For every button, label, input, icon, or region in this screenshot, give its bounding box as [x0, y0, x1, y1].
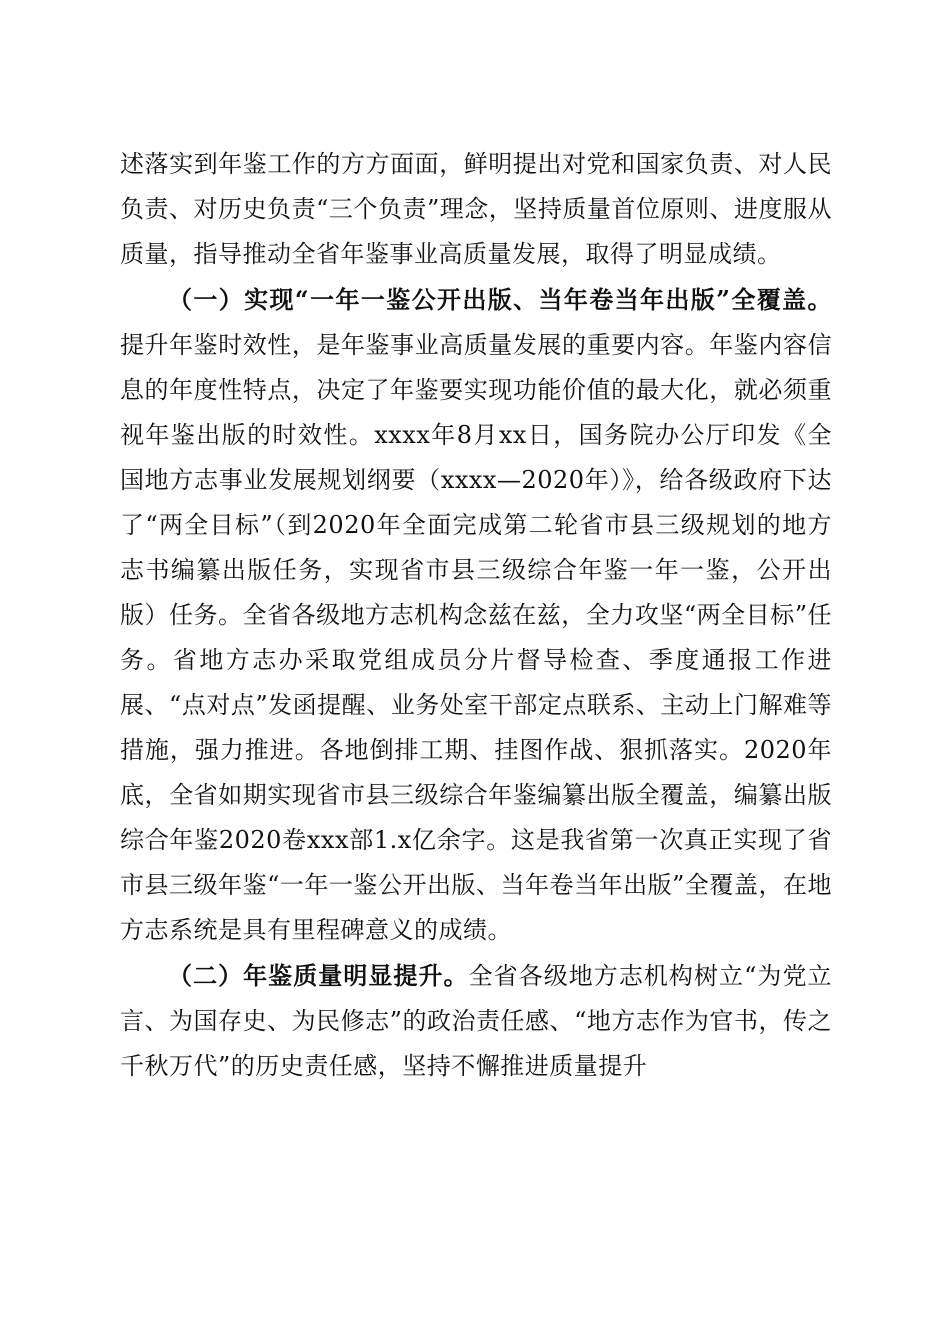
section-heading: （一）实现“一年一鉴公开出版、当年卷当年出版”全覆盖。 — [168, 285, 832, 314]
section-heading: （二）年鉴质量明显提升。 — [168, 961, 469, 990]
body-text — [120, 142, 832, 1089]
paragraph-section-2 — [120, 953, 832, 1089]
paragraph-text: 提升年鉴时效性，是年鉴事业高质量发展的重要内容。年鉴内容信息的年度性特点，决定了年鉴要实现功能价值的最大化，就必须重视年鉴出版的时效性。xxxx年8月xx日，国务院办公厅印发《全国地方志事业发展规划纲要（xxxx—2020年）》，给各级政府下达了“两全目标”（到2020年全面完成第二轮省市县三级规划的地方志书编纂出版任务，实现省市县三级综合年鉴一年一鉴，公开出版）任务。全省各级地方志机构念兹在兹，全力攻坚“两全目标”任务。省地方志办采取党组成员分片督导检查、季度通报工作进展、“点对点”发函提醒、业务处室干部定点联系、主动上门解难等措施，强力推进。各地倒排工期、挂图作战、狠抓落实。2020年底，全省如期实现省市县三级综合年鉴编纂出版全覆盖，编纂出版综合年鉴2020卷xxx部1.x亿余字。这是我省第一次真正实现了省市县三级年鉴“一年一鉴公开出版、当年卷当年出版”全覆盖，在地方志系统是具有里程碑意义的成绩。 — [120, 331, 832, 944]
paragraph-text: 述落实到年鉴工作的方方面面，鲜明提出对党和国家负责、对人民负责、对历史负责“三个负责”理念，坚持质量首位原则、进度服从质量，指导推动全省年鉴事业高质量发展，取得了明显成绩。 — [120, 150, 832, 268]
paragraph-text: 全省各级地方志机构树立“为党立言、为国存史、为民修志”的政治责任感、“地方志作为官书，传之千秋万代”的历史责任感，坚持不懈推进质量提升 — [120, 962, 832, 1080]
paragraph-section-1 — [120, 277, 832, 953]
paragraph-continuation — [120, 142, 832, 277]
